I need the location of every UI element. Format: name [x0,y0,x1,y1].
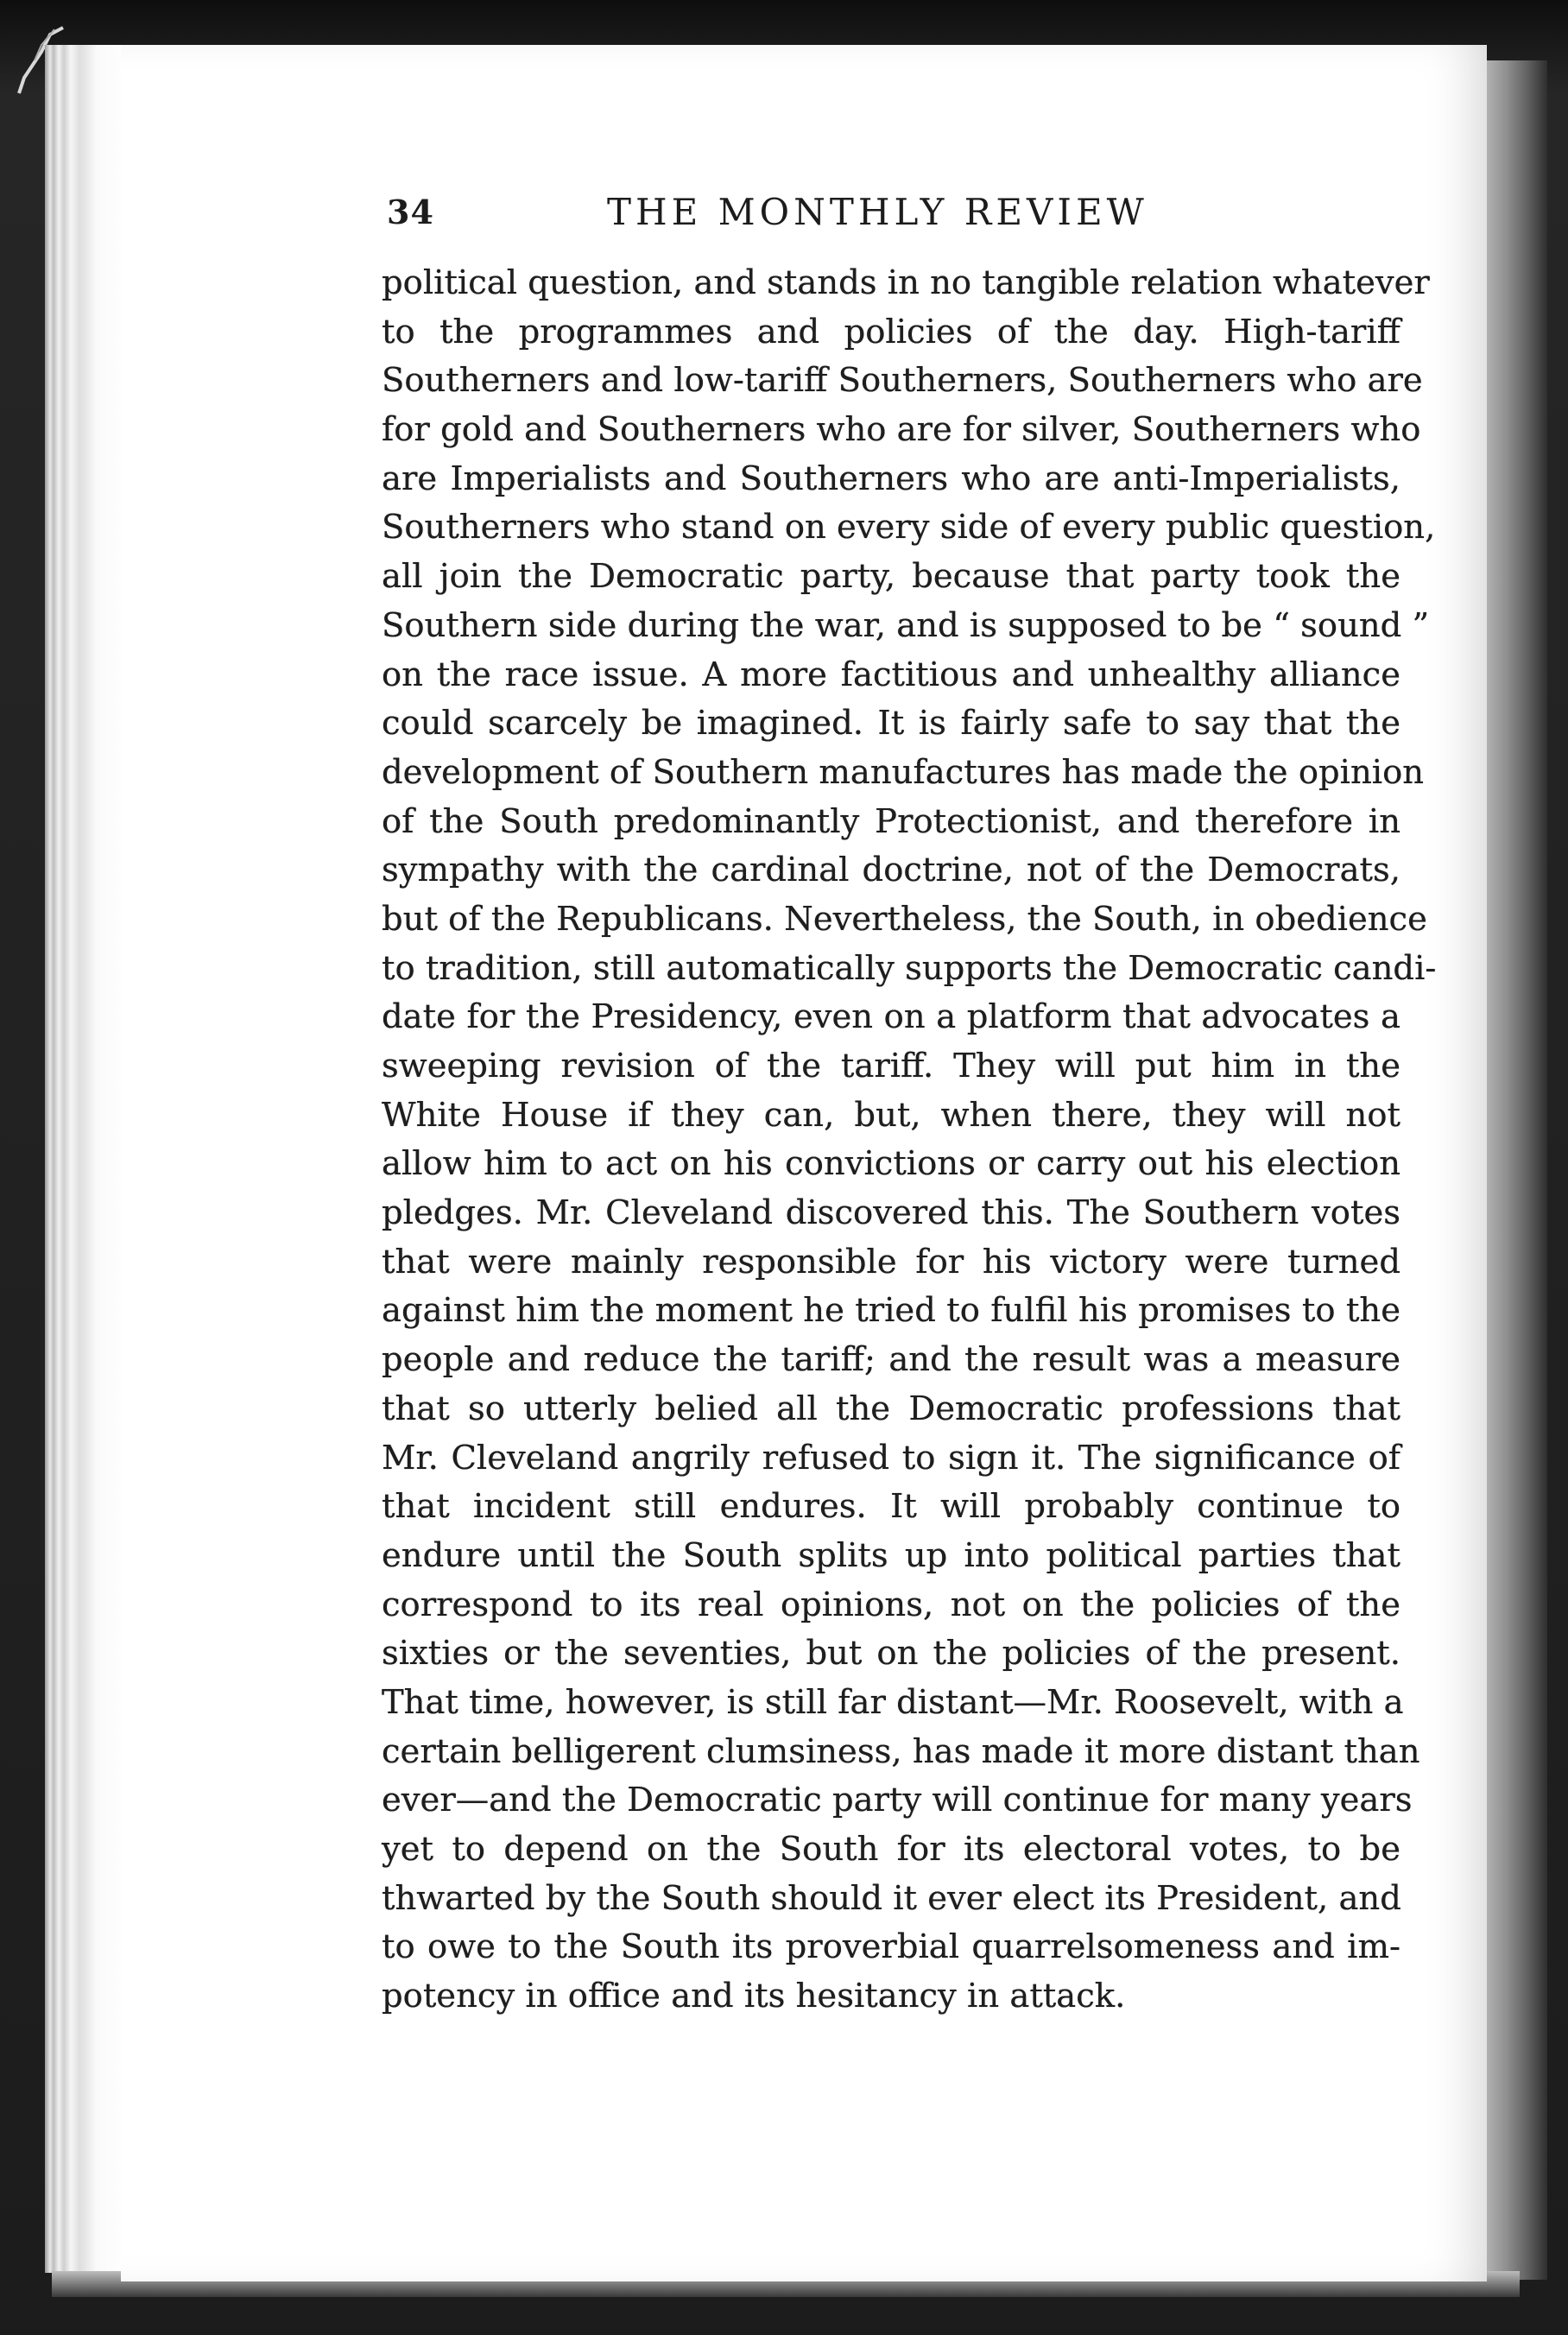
text-line: That time, however, is still far distant—Mr. Roosevelt, with a [382,1682,1404,1722]
text-line: Mr. Cleveland angrily refused to sign it. The significance of [382,1438,1400,1478]
page-number: 34 [387,193,434,231]
text-line: that were mainly responsible for his victory were turned [382,1242,1400,1281]
text-line: pledges. Mr. Cleveland discovered this. The Southern votes [382,1193,1400,1233]
text-line: to owe to the South its proverbial quarrelsomeness and im- [382,1927,1400,1967]
text-line: of the South predominantly Protectionist, and therefore in [382,801,1400,841]
text-line: White House if they can, but, when there, they will not [382,1095,1400,1135]
text-line: allow him to act on his convictions or carry out his election [382,1144,1400,1184]
text-line: sweeping revision of the tariff. They will put him in the [382,1047,1400,1085]
text-line: potency in office and its hesitancy in attack. [382,1977,1126,2016]
text-line: correspond to its real opinions, not on the policies of the [382,1585,1400,1624]
text-line: people and reduce the tariff; and the result was a measure [382,1340,1400,1380]
body-text [382,259,1437,2022]
text-line: Southerners and low-tariff Southerners, Southerners who are [382,361,1423,401]
text-line: all join the Democratic party, because that party took the [382,557,1400,597]
text-line: thwarted by the South should it ever elect its President, and [382,1878,1401,1918]
text-line: to the programmes and policies of the day. High-tariff [382,312,1400,351]
text-line: on the race issue. A more factitious and unhealthy alliance [382,655,1400,694]
text-line: endure until the South splits up into political parties that [382,1535,1400,1575]
text-line: political question, and stands in no tangible relation whatever [382,263,1430,302]
running-head [387,186,1406,246]
text-line: but of the Republicans. Nevertheless, the South, in obedience [382,899,1427,939]
text-line: sixties or the seventies, but on the policies of the present. [382,1634,1400,1674]
text-line: ever—and the Democratic party will continue for many years [382,1781,1413,1820]
text-line: yet to depend on the South for its electoral votes, to be [382,1830,1400,1869]
text-line: sympathy with the cardinal doctrine, not of the Democrats, [382,851,1400,890]
text-line: are Imperialists and Southerners who are anti-Imperialists, [382,459,1400,498]
text-line: date for the Presidency, even on a platform that advocates a [382,997,1400,1037]
running-title: THE MONTHLY REVIEW [607,191,1148,233]
text-line: Southern side during the war, and is supposed to be “ sound ” [382,605,1430,645]
text-line: development of Southern manufactures has made the opinion [382,752,1425,792]
text-line: against him the moment he tried to fulfil his promises to the [382,1291,1400,1331]
text-line: that incident still endures. It will probably continue to [382,1487,1400,1527]
text-line: Southerners who stand on every side of every public question, [382,508,1436,547]
text-line: could scarcely be imagined. It is fairly safe to say that the [382,704,1400,744]
page-stack-edge-left [45,45,131,2273]
text-line: that so utterly belied all the Democratic professions that [382,1389,1400,1428]
text-line: to tradition, still automatically supports the Democratic candi- [382,948,1437,988]
text-line: certain belligerent clumsiness, has made it more distant than [382,1731,1420,1771]
text-line: for gold and Southerners who are for silver, Southerners who [382,410,1421,450]
